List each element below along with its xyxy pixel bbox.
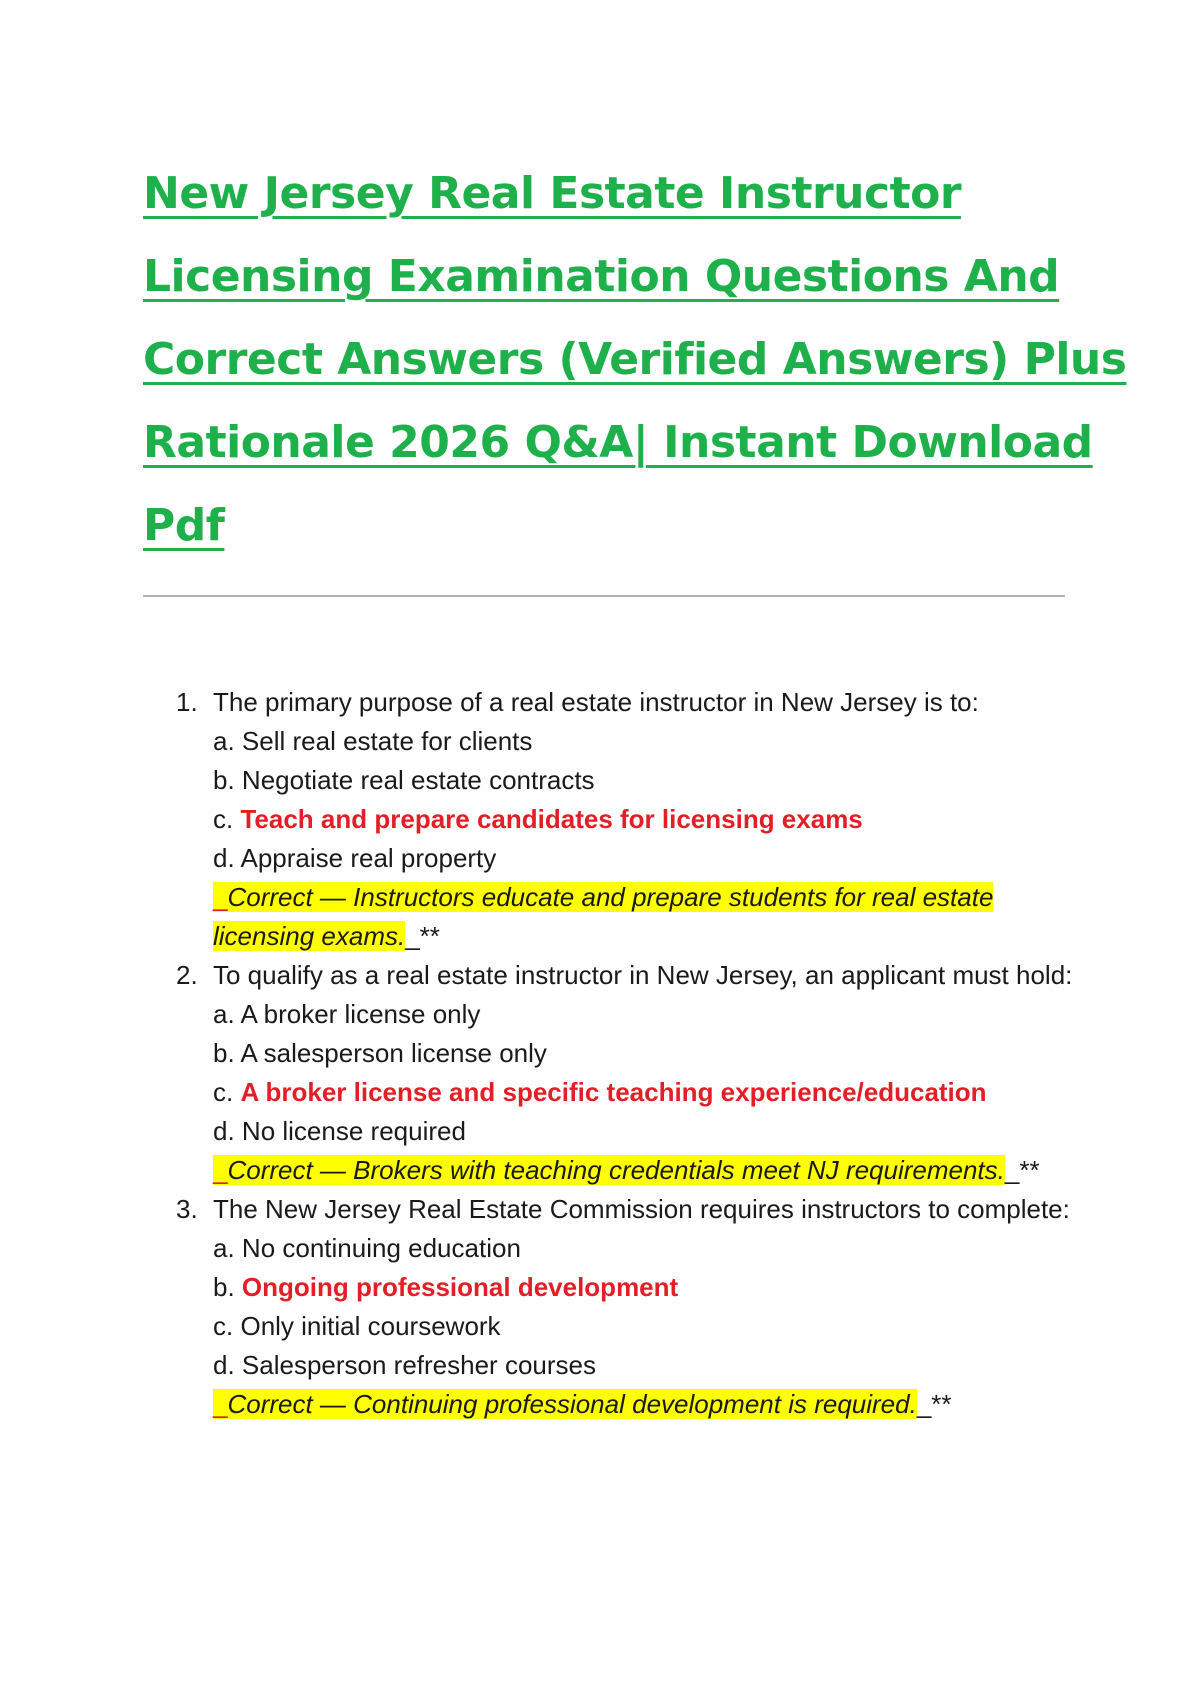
correct-answer-option — [213, 1073, 1083, 1112]
question-number: 2. — [176, 960, 198, 990]
rationale-lead: _ — [213, 882, 228, 912]
option-letter: a. — [213, 726, 235, 756]
horizontal-divider — [143, 595, 1065, 597]
option-text: Only initial coursework — [240, 1311, 501, 1341]
option-letter: a. — [213, 999, 235, 1029]
option-text: A broker license and specific teaching experience/education — [240, 1077, 987, 1107]
title-text: New Jersey Real Estate Instructor — [143, 168, 962, 219]
title-text: Pdf — [143, 500, 225, 551]
option-letter: b. — [213, 1272, 235, 1302]
question-list — [143, 683, 1083, 1424]
answer-option — [213, 995, 1083, 1034]
answer-option — [213, 722, 1083, 761]
rationale — [213, 1385, 1083, 1424]
question-item — [143, 1190, 1083, 1424]
answer-option — [213, 1034, 1083, 1073]
option-letter: d. — [213, 1116, 235, 1146]
question-text: The primary purpose of a real estate instructor in New Jersey is to: — [213, 687, 979, 717]
option-text: No license required — [241, 1116, 466, 1146]
option-text: A broker license only — [240, 999, 481, 1029]
option-letter: b. — [213, 1038, 235, 1068]
rationale-tail: _** — [1004, 1155, 1040, 1185]
option-letter: b. — [213, 765, 235, 795]
question-item — [143, 956, 1083, 1190]
title-line — [143, 152, 1083, 235]
question-text: To qualify as a real estate instructor in New Jersey, an applicant must hold: — [213, 960, 1073, 990]
option-letter: c. — [213, 804, 234, 834]
rationale-tail: _** — [405, 921, 440, 951]
rationale-highlight — [213, 1389, 917, 1419]
correct-answer-option — [213, 1268, 1083, 1307]
answer-option — [213, 1112, 1083, 1151]
option-letter: c. — [213, 1311, 234, 1341]
rationale-text: Correct — Continuing professional development is required. — [227, 1389, 917, 1419]
answer-option — [213, 839, 1083, 878]
title-text: Licensing Examination Questions And — [143, 251, 1060, 302]
option-letter: d. — [213, 843, 235, 873]
question-item — [143, 683, 1083, 956]
rationale-lead: _ — [213, 1389, 228, 1419]
document-title — [143, 152, 1127, 567]
title-line — [143, 235, 1083, 318]
option-text: Ongoing professional development — [241, 1272, 679, 1302]
rationale-text: Correct — Brokers with teaching credentials meet NJ requirements. — [227, 1155, 1005, 1185]
rationale-tail: _** — [916, 1389, 952, 1419]
title-line — [143, 401, 1093, 484]
rationale-highlight — [213, 882, 993, 951]
option-text: Salesperson refresher courses — [241, 1350, 596, 1380]
rationale — [213, 1151, 1083, 1190]
rationale-text: Correct — Instructors educate and prepare students for real estate licensing exams. — [213, 882, 994, 951]
rationale — [213, 878, 1083, 956]
option-letter: a. — [213, 1233, 235, 1263]
option-text: A salesperson license only — [240, 1038, 547, 1068]
rationale-highlight — [213, 1155, 1005, 1185]
rationale-lead: _ — [213, 1155, 228, 1185]
option-letter: c. — [213, 1077, 234, 1107]
option-letter: d. — [213, 1350, 235, 1380]
option-text: Negotiate real estate contracts — [241, 765, 595, 795]
answer-option — [213, 1229, 1083, 1268]
question-number: 3. — [176, 1194, 198, 1224]
question-text: The New Jersey Real Estate Commission requires instructors to complete: — [213, 1194, 1070, 1224]
question-number: 1. — [176, 687, 198, 717]
answer-option — [213, 1346, 1083, 1385]
title-text: Correct Answers (Verified Answers) Plus — [143, 334, 1127, 385]
correct-answer-option — [213, 800, 1083, 839]
title-line — [143, 318, 1127, 401]
option-text: Sell real estate for clients — [241, 726, 533, 756]
title-line — [143, 484, 1083, 567]
title-text: Rationale 2026 Q&A| Instant Download — [143, 417, 1093, 468]
answer-option — [213, 761, 1083, 800]
answer-option — [213, 1307, 1083, 1346]
option-text: Appraise real property — [240, 843, 497, 873]
option-text: No continuing education — [241, 1233, 521, 1263]
option-text: Teach and prepare candidates for licensing exams — [240, 804, 863, 834]
